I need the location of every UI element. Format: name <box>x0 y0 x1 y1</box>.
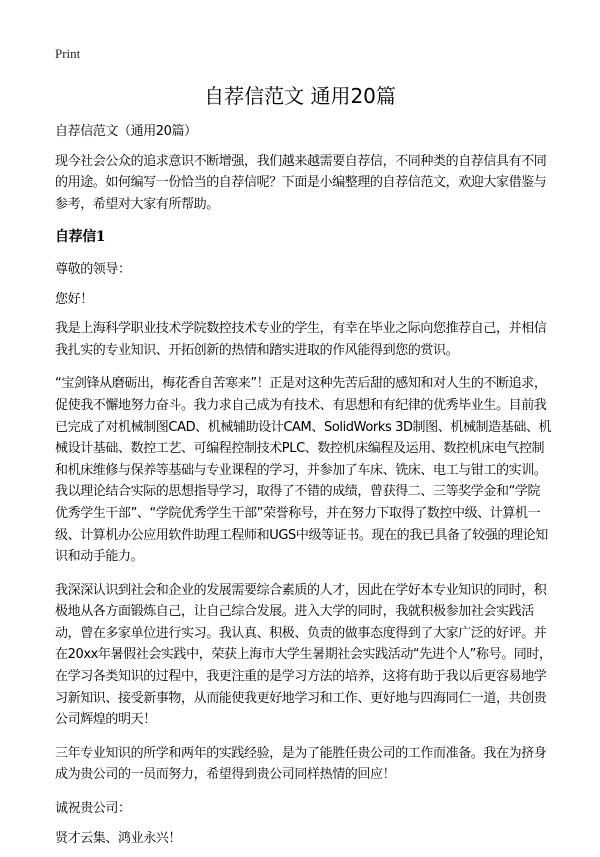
print-link[interactable]: Print <box>55 46 81 61</box>
body-paragraph: 我深深认识到社会和企业的发展需要综合素质的人才，因此在学好本专业知识的同时，积极地从各方面锻炼自己，让自己综合发展。进入大学的同时，我就积极参加社会实践活动，曾在多家单位进行实习。我认真、积极、负责的做事态度得到了大家广泛的好评。并在20xx年暑假社会实践中，荣获上海市大学生暑期社会实践活动“先进个人”称号。同时，在学习各类知识的过程中，我更注重的是学习方法的培养，这将有助于我以后更容易地学习新知识、接受新事物，从而能使我更好地学习和工作、更好地与四海同仁一道，共创贵公司辉煌的明天！ <box>55 582 552 728</box>
intro-paragraph: 现今社会公众的追求意识不断增强，我们越来越需要自荐信，不同种类的自荐信具有不同的用途。如何编写一份恰当的自荐信呢？下面是小编整理的自荐信范文，欢迎大家借鉴与参考，希望对大家有所帮助。 <box>55 153 547 212</box>
closing-line: 贤才云集、鸿业永兴！ <box>55 830 182 846</box>
document-subtitle: 自荐信范文（通用20篇） <box>55 124 197 139</box>
body-paragraph: 我是上海科学职业技术学院数控技术专业的学生，有幸在毕业之际向您推荐自己，并相信我扎实的专业知识、开拓创新的热情和踏实进取的作风能得到您的赏识。 <box>55 321 547 358</box>
document-title: 自荐信范文 通用20篇 <box>204 84 396 108</box>
section-heading: 自荐信1 <box>55 229 106 246</box>
body-paragraph: “宝剑锋从磨砺出，梅花香自苦寒来”！正是对这种先苦后甜的感知和对人生的不断追求，促使我不懈地努力奋斗。我力求自己成为有技术、有思想和有纪律的优秀毕业生。目前我已完成了对机械制图CAD、机械辅助设计CAM、SolidWorks 3D制图、机械制造基础、机械设计基础、数控工艺、可编程控制技术PLC、数控机床编程及运用、数控机床电气控制和机床维修与保养等基础与专业课程的学习，并参加了车床、铣床、电工与钳工的实训。我以理论结合实际的思想指导学习，取得了不错的成绩，曾获得二、三等奖学金和“学院优秀学生干部”、“学院优秀学生干部”荣誉称号，并在努力下取得了数控中级、计算机一级、计算机办公应用软件助理工程师和UGS中级等证书。现在的我已具备了较强的理论知识和动手能力。 <box>55 376 552 565</box>
body-paragraph: 三年专业知识的所学和两年的实践经验，是为了能胜任贵公司的工作而准备。我在为挤身成为贵公司的一员而努力，希望得到贵公司同样热情的回应！ <box>55 745 547 783</box>
document-body <box>55 121 552 857</box>
closing-line: 诚祝贵公司： <box>55 801 131 817</box>
greeting: 您好！ <box>55 291 93 307</box>
salutation: 尊敬的领导： <box>55 261 131 277</box>
